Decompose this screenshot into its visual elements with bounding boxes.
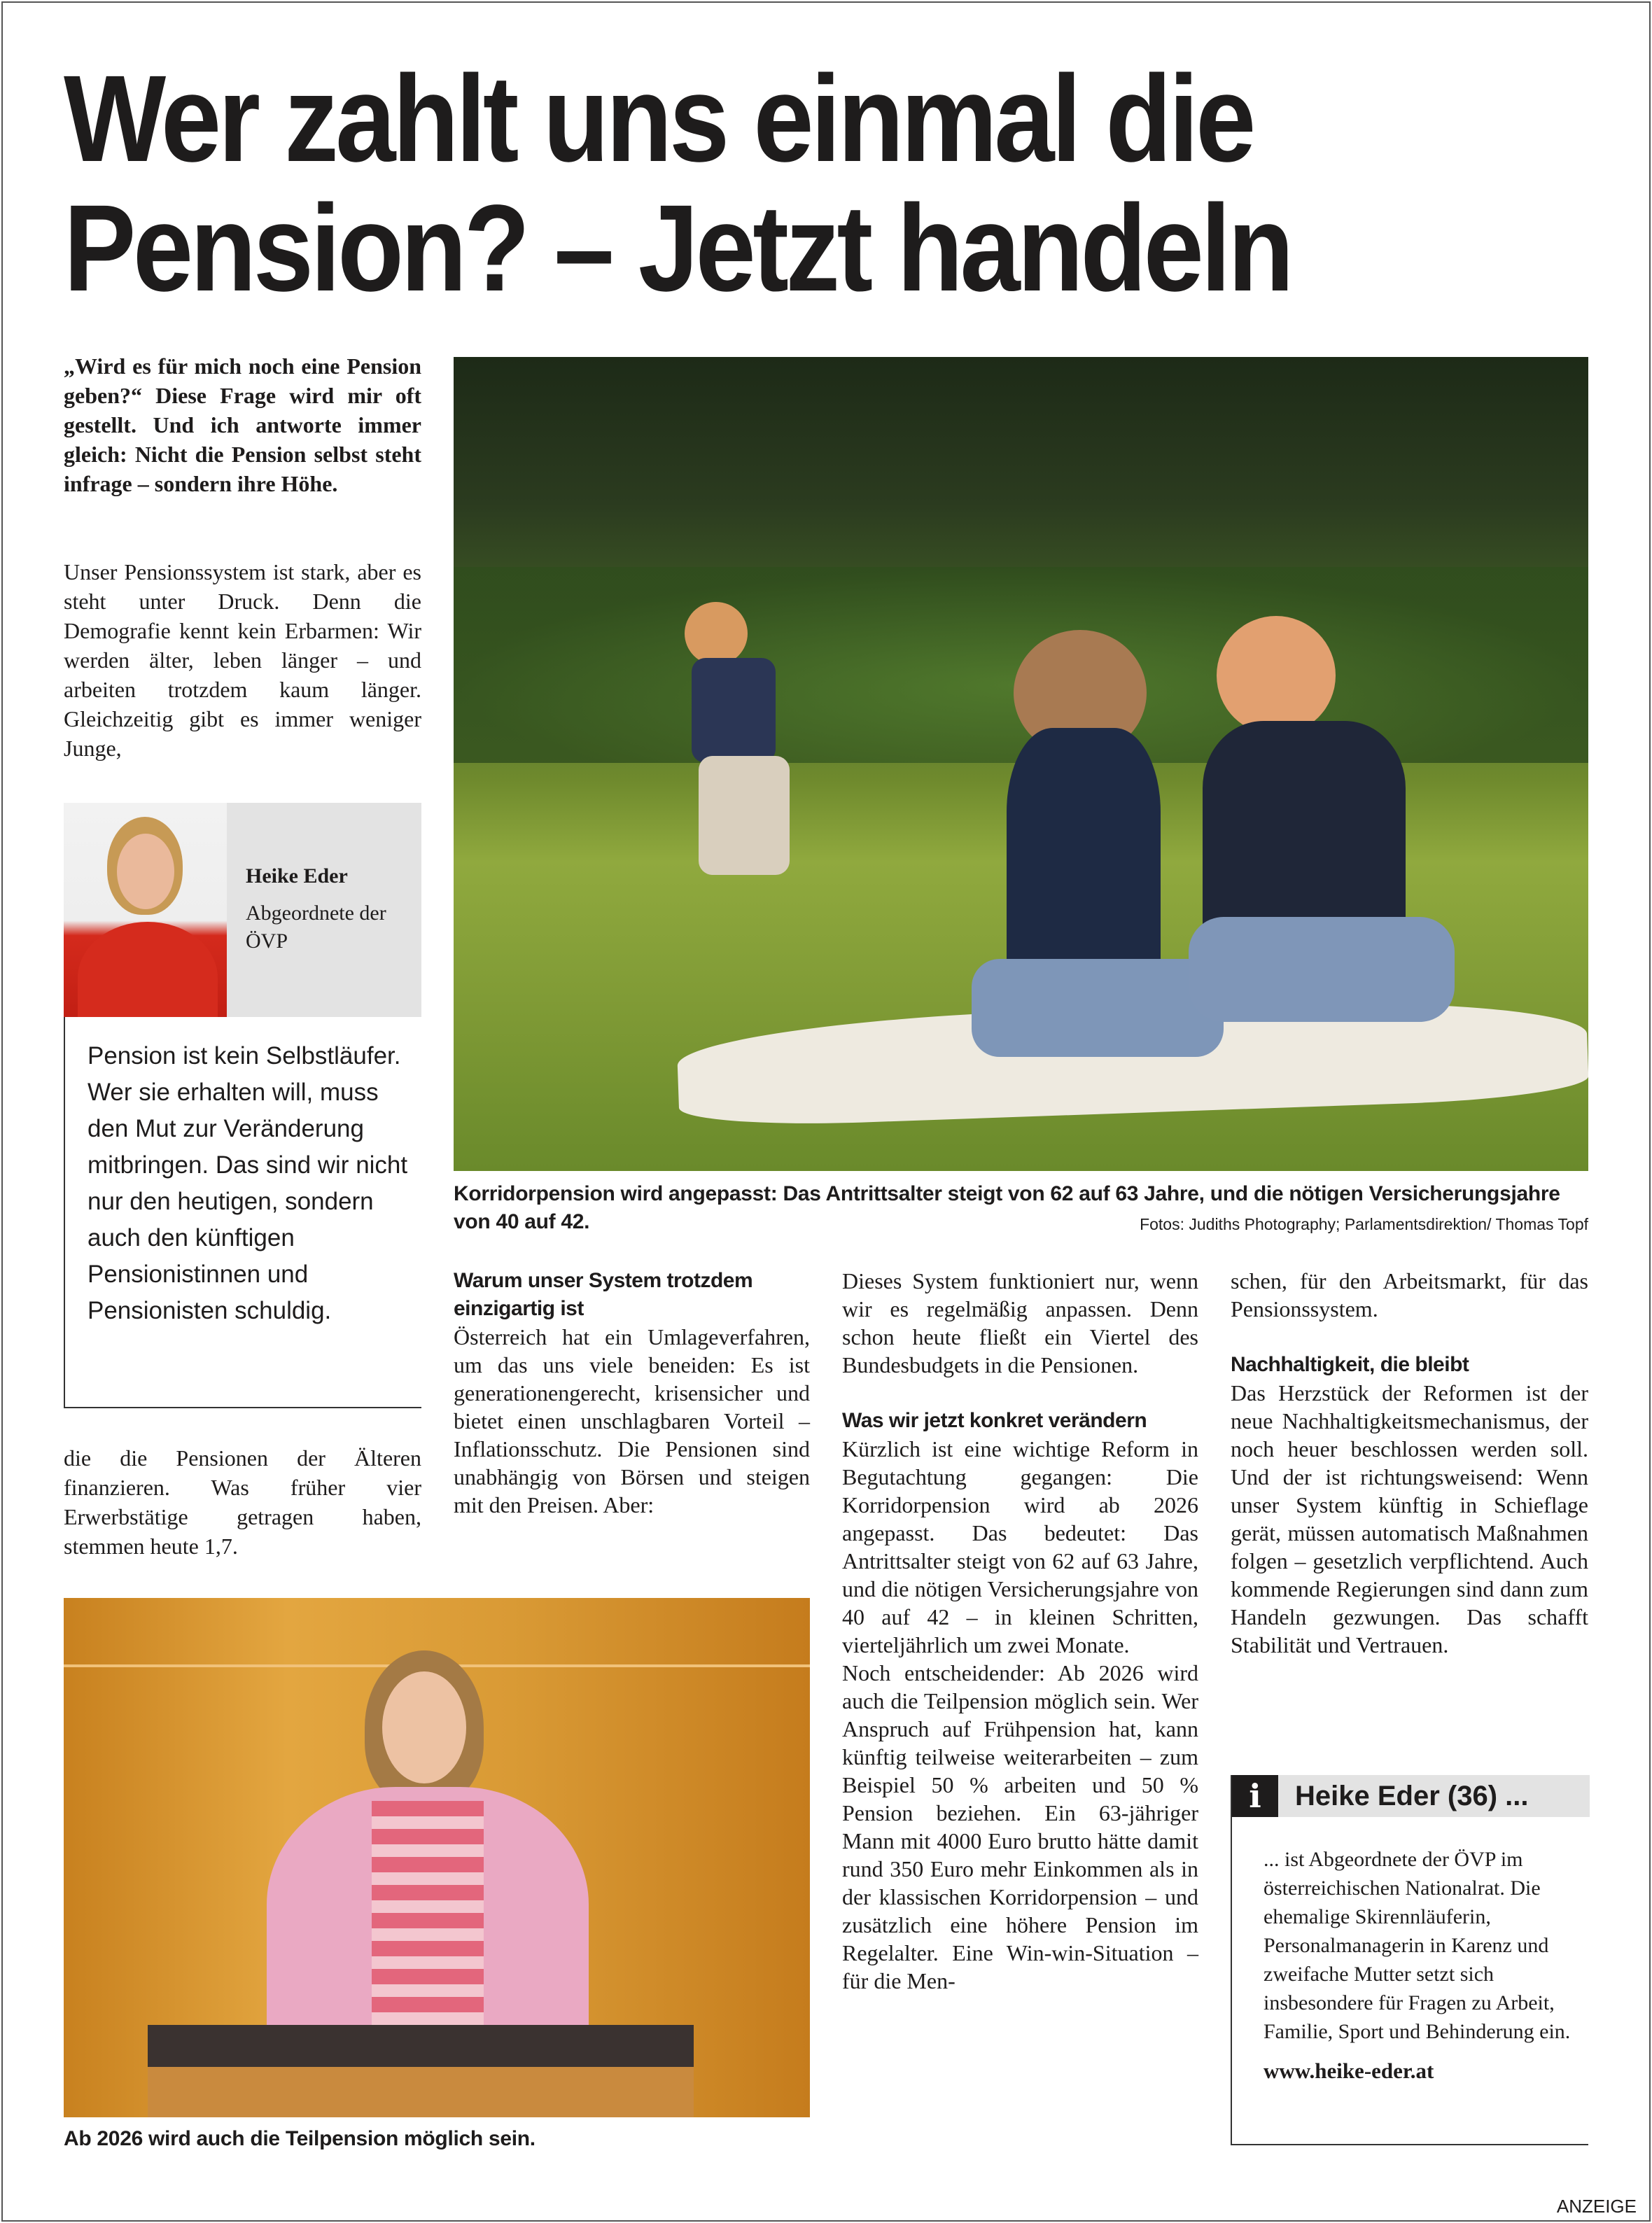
pull-quote: Pension ist kein Selbstläufer. Wer sie erhalten will, muss den Mut zur Veränderung mitbringen. Das sind wir nicht nur den heutigen, sondern auch den künftigen Pensionistinnen und Pensionisten schuldig. [64, 1017, 421, 1408]
subhead-system: Warum unser System trotzdem einzigartig ist [454, 1269, 753, 1320]
info-icon: i [1232, 1775, 1278, 1817]
info-text: ... ist Abgeordnete der ÖVP im österreichischen Nationalrat. Die ehemalige Skirennläuferin, Personalmanagerin in Karenz und zweifache Mutter setzt sich insbesondere für Fragen zu Arbeit, Familie, Sport und Behinderung ein. [1264, 1848, 1571, 2043]
subhead-changes: Was wir jetzt konkret verändern [842, 1409, 1147, 1432]
intro-paragraph: Unser Pensionssystem ist stark, aber es steht unter Druck. Denn die Demografie kennt kein Erbarmen: Wir werden älter, leben länger – und arbeiten trotzdem kaum länger. Gleichzeitig gibt es immer weniger Junge, [64, 559, 421, 761]
photo-credit: Fotos: Judiths Photography; Parlamentsdirektion/ Thomas Topf [1140, 1215, 1588, 1233]
info-box [1231, 1775, 1588, 2145]
lead-paragraph: „Wird es für mich noch eine Pension geben?“ Diese Frage wird mir oft gestellt. Und ich antworte immer gleich: Nicht die Pension selbst steht infrage – sondern ihre Höhe. [64, 353, 421, 496]
advert-label: ANZEIGE [1556, 2196, 1637, 2217]
column-4-text-1: schen, für den Arbeitsmarkt, für das Pensionssystem. [1231, 1268, 1588, 1321]
info-header [1232, 1775, 1590, 1817]
column-3-text-3: Noch entscheidender: Ab 2026 wird auch die Teilpension möglich sein. Wer Anspruch auf Frühpension hat, kann künftig teilweise weiterarbeiten – zum Beispiel 50 % arbeiten und 50 % Pension beziehen. Ein 63-jähriger Mann mit 4000 Euro brutto hätte damit rund 350 Euro mehr Einkommen als in der klassischen Korridorpension – und zusätzlich eine höhere Pension im Regelalter. Eine Win-win-Situation – für die Men- [842, 1660, 1198, 1993]
photo1-caption: Korridorpension wird angepasst: Das Antrittsalter steigt von 62 auf 63 Jahre, und die nötigen Versicherungsjahre von 40 auf 42. [454, 1182, 1560, 1233]
headline: Wer zahlt uns einmal die Pension? – Jetzt handeln [64, 50, 1292, 317]
family-photo [454, 357, 1588, 1171]
photo2-caption: Ab 2026 wird auch die Teilpension möglich sein. [64, 2127, 536, 2150]
column-2 [454, 1267, 810, 1519]
column-3-text-2: Kürzlich ist eine wichtige Reform in Begutachtung gegangen: Die Korridorpension wird ab 2026 angepasst. Das bedeutet: Das Antrittsalter steigt von 62 auf 63 Jahre, und die nötigen Versicherungsjahre von 40 auf 42 – in kleinen Schritten, vierteljährlich um zwei Monate. [842, 1436, 1198, 1657]
subhead-sustainability: Nachhaltigkeit, die bleibt [1231, 1353, 1469, 1376]
column-4 [1231, 1267, 1588, 1659]
author-role: Abgeordnete der ÖVP [246, 902, 386, 953]
intro-continued: die die Pensionen der Älteren finanzieren. Was früher vier Erwerbstätige getragen haben, stemmen heute 1,7. [64, 1445, 421, 1559]
column-3-text-1: Dieses System funktioniert nur, wenn wir es regelmäßig anpassen. Denn schon heute fließt ein Viertel des Bundesbudgets in die Pensionen. [842, 1268, 1198, 1377]
column-2-text: Österreich hat ein Umlageverfahren, um das uns viele beneiden: Es ist generationengerecht, krisensicher und bietet einen unschlagbaren Vorteil – Inflationsschutz. Die Pensionen sind unabhängig von Börsen und steigen mit den Preisen. Aber: [454, 1324, 810, 1517]
info-title: Heike Eder (36) ... [1295, 1781, 1529, 1811]
website-link[interactable]: www.heike-eder.at [1264, 2059, 1434, 2083]
author-box [64, 803, 421, 1017]
author-photo [64, 803, 227, 1017]
parliament-photo [64, 1598, 810, 2117]
column-3 [842, 1267, 1198, 1995]
column-4-text-2: Das Herzstück der Reformen ist der neue Nachhaltigkeitsmechanismus, der noch heuer beschlossen werden soll. Und der ist richtungsweisend: Wenn unser System künftig in Schieflage gerät, müssen automatisch Maßnahmen folgen – gesetzlich verpflichtend. Auch kommende Regierungen sind dann zum Handeln gezwungen. Das schafft Stabilität und Vertrauen. [1231, 1380, 1588, 1657]
author-name: Heike Eder [246, 864, 348, 888]
